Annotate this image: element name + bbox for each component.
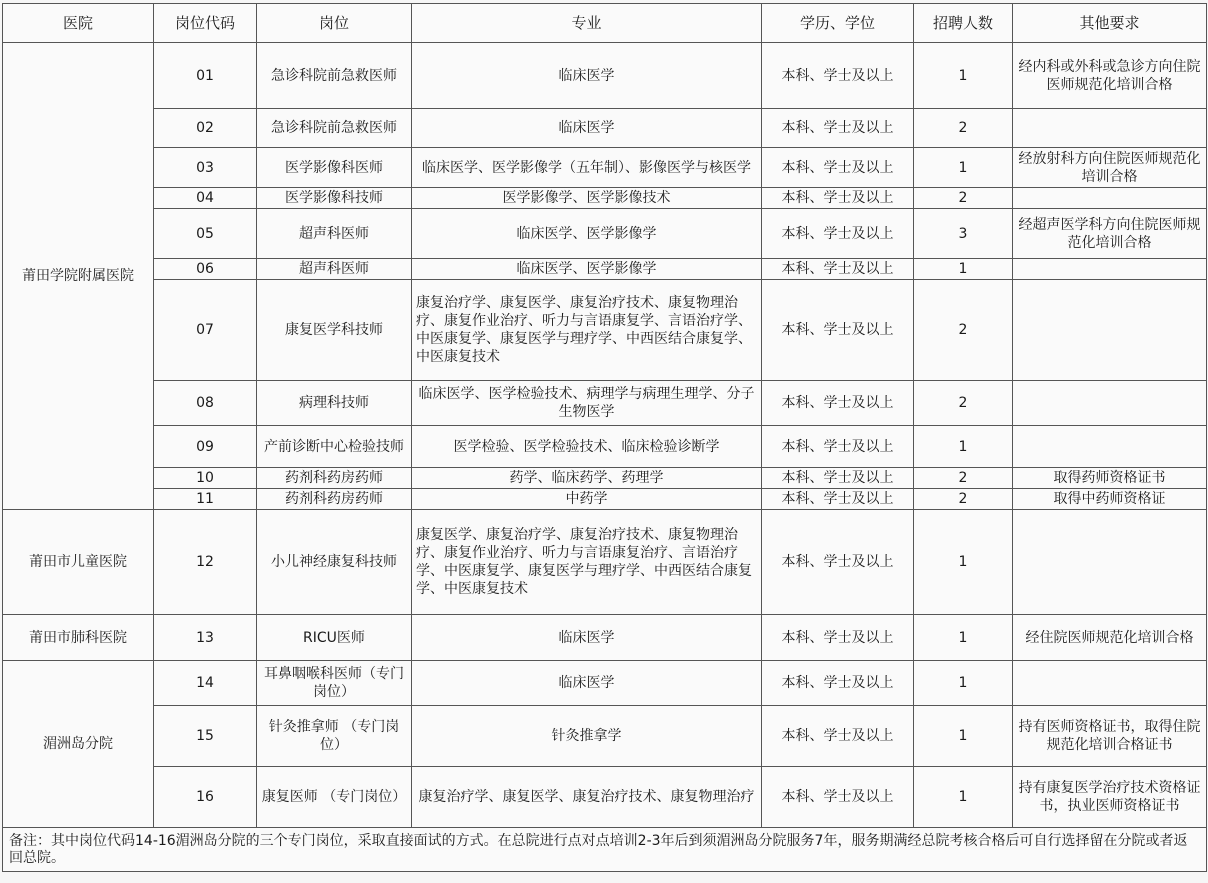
education-cell: 本科、学士及以上 — [762, 280, 914, 381]
count-cell: 1 — [914, 148, 1013, 188]
table-row — [3, 209, 1207, 259]
code-cell: 02 — [154, 109, 257, 148]
education-cell: 本科、学士及以上 — [762, 259, 914, 280]
post-cell: 产前诊断中心检验技师 — [257, 426, 412, 468]
table-row — [3, 510, 1207, 615]
requirement-cell — [1013, 661, 1207, 706]
table-row — [3, 109, 1207, 148]
education-cell: 本科、学士及以上 — [762, 381, 914, 426]
requirement-cell — [1013, 280, 1207, 381]
education-cell: 本科、学士及以上 — [762, 489, 914, 510]
major-cell: 康复治疗学、康复医学、康复治疗技术、康复物理治疗 — [412, 767, 762, 828]
post-cell: RICU医师 — [257, 615, 412, 661]
education-cell: 本科、学士及以上 — [762, 468, 914, 489]
education-cell: 本科、学士及以上 — [762, 109, 914, 148]
code-cell: 09 — [154, 426, 257, 468]
education-cell: 本科、学士及以上 — [762, 148, 914, 188]
table-row — [3, 381, 1207, 426]
table-row — [3, 468, 1207, 489]
education-cell: 本科、学士及以上 — [762, 188, 914, 209]
table-row — [3, 259, 1207, 280]
requirement-cell: 取得中药师资格证 — [1013, 489, 1207, 510]
table-row — [3, 767, 1207, 828]
requirement-cell — [1013, 259, 1207, 280]
count-cell: 1 — [914, 510, 1013, 615]
code-cell: 14 — [154, 661, 257, 706]
hospital-cell: 莆田市肺科医院 — [3, 615, 154, 661]
count-cell: 1 — [914, 426, 1013, 468]
post-cell: 急诊科院前急救医师 — [257, 109, 412, 148]
requirement-cell — [1013, 109, 1207, 148]
code-cell: 01 — [154, 43, 257, 109]
header-post: 岗位 — [257, 4, 412, 43]
major-cell: 康复医学、康复治疗学、康复治疗技术、康复物理治疗、康复作业治疗、听力与言语康复治疗、言语治疗学、中医康复学、康复医学与理疗学、中西医结合康复学、中医康复技术 — [412, 510, 762, 615]
post-cell: 针灸推拿师 （专门岗位） — [257, 706, 412, 767]
table-row — [3, 43, 1207, 109]
major-cell: 临床医学、医学影像学 — [412, 209, 762, 259]
table-row — [3, 706, 1207, 767]
post-cell: 超声科医师 — [257, 209, 412, 259]
education-cell: 本科、学士及以上 — [762, 615, 914, 661]
count-cell: 1 — [914, 706, 1013, 767]
requirement-cell: 经放射科方向住院医师规范化培训合格 — [1013, 148, 1207, 188]
post-cell: 药剂科药房药师 — [257, 489, 412, 510]
recruitment-table — [2, 3, 1207, 872]
count-cell: 2 — [914, 109, 1013, 148]
code-cell: 05 — [154, 209, 257, 259]
post-cell: 康复医师 （专门岗位） — [257, 767, 412, 828]
code-cell: 15 — [154, 706, 257, 767]
count-cell: 2 — [914, 468, 1013, 489]
header-row — [3, 4, 1207, 43]
code-cell: 13 — [154, 615, 257, 661]
post-cell: 病理科技师 — [257, 381, 412, 426]
requirement-cell — [1013, 426, 1207, 468]
count-cell: 2 — [914, 280, 1013, 381]
requirement-cell — [1013, 510, 1207, 615]
requirement-cell — [1013, 188, 1207, 209]
major-cell: 临床医学、医学检验技术、病理学与病理生理学、分子生物医学 — [412, 381, 762, 426]
post-cell: 药剂科药房药师 — [257, 468, 412, 489]
code-cell: 07 — [154, 280, 257, 381]
requirement-cell: 经超声医学科方向住院医师规范化培训合格 — [1013, 209, 1207, 259]
count-cell: 1 — [914, 767, 1013, 828]
major-cell: 药学、临床药学、药理学 — [412, 468, 762, 489]
table-row — [3, 661, 1207, 706]
count-cell: 1 — [914, 259, 1013, 280]
table-row — [3, 148, 1207, 188]
header-hospital: 医院 — [3, 4, 154, 43]
note-text: 备注：其中岗位代码14-16湄洲岛分院的三个专门岗位，采取直接面试的方式。在总院进行点对点培训2-3年后到须湄洲岛分院服务7年，服务期满经总院考核合格后可自行选择留在分院或者返回总院。 — [3, 828, 1207, 872]
requirement-cell: 持有康复医学治疗技术资格证书，执业医师资格证书 — [1013, 767, 1207, 828]
hospital-cell: 湄洲岛分院 — [3, 661, 154, 828]
major-cell: 临床医学 — [412, 661, 762, 706]
table-row — [3, 615, 1207, 661]
major-cell: 临床医学 — [412, 109, 762, 148]
note-row — [3, 828, 1207, 872]
education-cell: 本科、学士及以上 — [762, 510, 914, 615]
code-cell: 16 — [154, 767, 257, 828]
count-cell: 1 — [914, 661, 1013, 706]
count-cell: 1 — [914, 43, 1013, 109]
header-education: 学历、学位 — [762, 4, 914, 43]
code-cell: 10 — [154, 468, 257, 489]
post-cell: 康复医学科技师 — [257, 280, 412, 381]
code-cell: 04 — [154, 188, 257, 209]
major-cell: 中药学 — [412, 489, 762, 510]
major-cell: 临床医学 — [412, 43, 762, 109]
hospital-cell: 莆田市儿童医院 — [3, 510, 154, 615]
hospital-cell: 莆田学院附属医院 — [3, 43, 154, 510]
count-cell: 2 — [914, 381, 1013, 426]
count-cell: 2 — [914, 188, 1013, 209]
major-cell: 医学检验、医学检验技术、临床检验诊断学 — [412, 426, 762, 468]
header-other: 其他要求 — [1013, 4, 1207, 43]
post-cell: 超声科医师 — [257, 259, 412, 280]
header-code: 岗位代码 — [154, 4, 257, 43]
requirement-cell: 经住院医师规范化培训合格 — [1013, 615, 1207, 661]
count-cell: 1 — [914, 615, 1013, 661]
count-cell: 3 — [914, 209, 1013, 259]
education-cell: 本科、学士及以上 — [762, 767, 914, 828]
education-cell: 本科、学士及以上 — [762, 209, 914, 259]
major-cell: 临床医学、医学影像学（五年制）、影像医学与核医学 — [412, 148, 762, 188]
major-cell: 针灸推拿学 — [412, 706, 762, 767]
requirement-cell: 经内科或外科或急诊方向住院医师规范化培训合格 — [1013, 43, 1207, 109]
code-cell: 12 — [154, 510, 257, 615]
post-cell: 小儿神经康复科技师 — [257, 510, 412, 615]
table-row — [3, 280, 1207, 381]
post-cell: 急诊科院前急救医师 — [257, 43, 412, 109]
header-major: 专业 — [412, 4, 762, 43]
education-cell: 本科、学士及以上 — [762, 43, 914, 109]
education-cell: 本科、学士及以上 — [762, 706, 914, 767]
post-cell: 医学影像科医师 — [257, 148, 412, 188]
code-cell: 08 — [154, 381, 257, 426]
code-cell: 03 — [154, 148, 257, 188]
requirement-cell: 持有医师资格证书，取得住院规范化培训合格证书 — [1013, 706, 1207, 767]
header-count: 招聘人数 — [914, 4, 1013, 43]
education-cell: 本科、学士及以上 — [762, 661, 914, 706]
major-cell: 康复治疗学、康复医学、康复治疗技术、康复物理治疗、康复作业治疗、听力与言语康复学、言语治疗学、中医康复学、康复医学与理疗学、中西医结合康复学、中医康复技术 — [412, 280, 762, 381]
table-row — [3, 489, 1207, 510]
code-cell: 11 — [154, 489, 257, 510]
post-cell: 医学影像科技师 — [257, 188, 412, 209]
table-row — [3, 426, 1207, 468]
code-cell: 06 — [154, 259, 257, 280]
major-cell: 临床医学 — [412, 615, 762, 661]
requirement-cell: 取得药师资格证书 — [1013, 468, 1207, 489]
count-cell: 2 — [914, 489, 1013, 510]
major-cell: 临床医学、医学影像学 — [412, 259, 762, 280]
major-cell: 医学影像学、医学影像技术 — [412, 188, 762, 209]
requirement-cell — [1013, 381, 1207, 426]
table-row — [3, 188, 1207, 209]
education-cell: 本科、学士及以上 — [762, 426, 914, 468]
post-cell: 耳鼻咽喉科医师（专门岗位） — [257, 661, 412, 706]
